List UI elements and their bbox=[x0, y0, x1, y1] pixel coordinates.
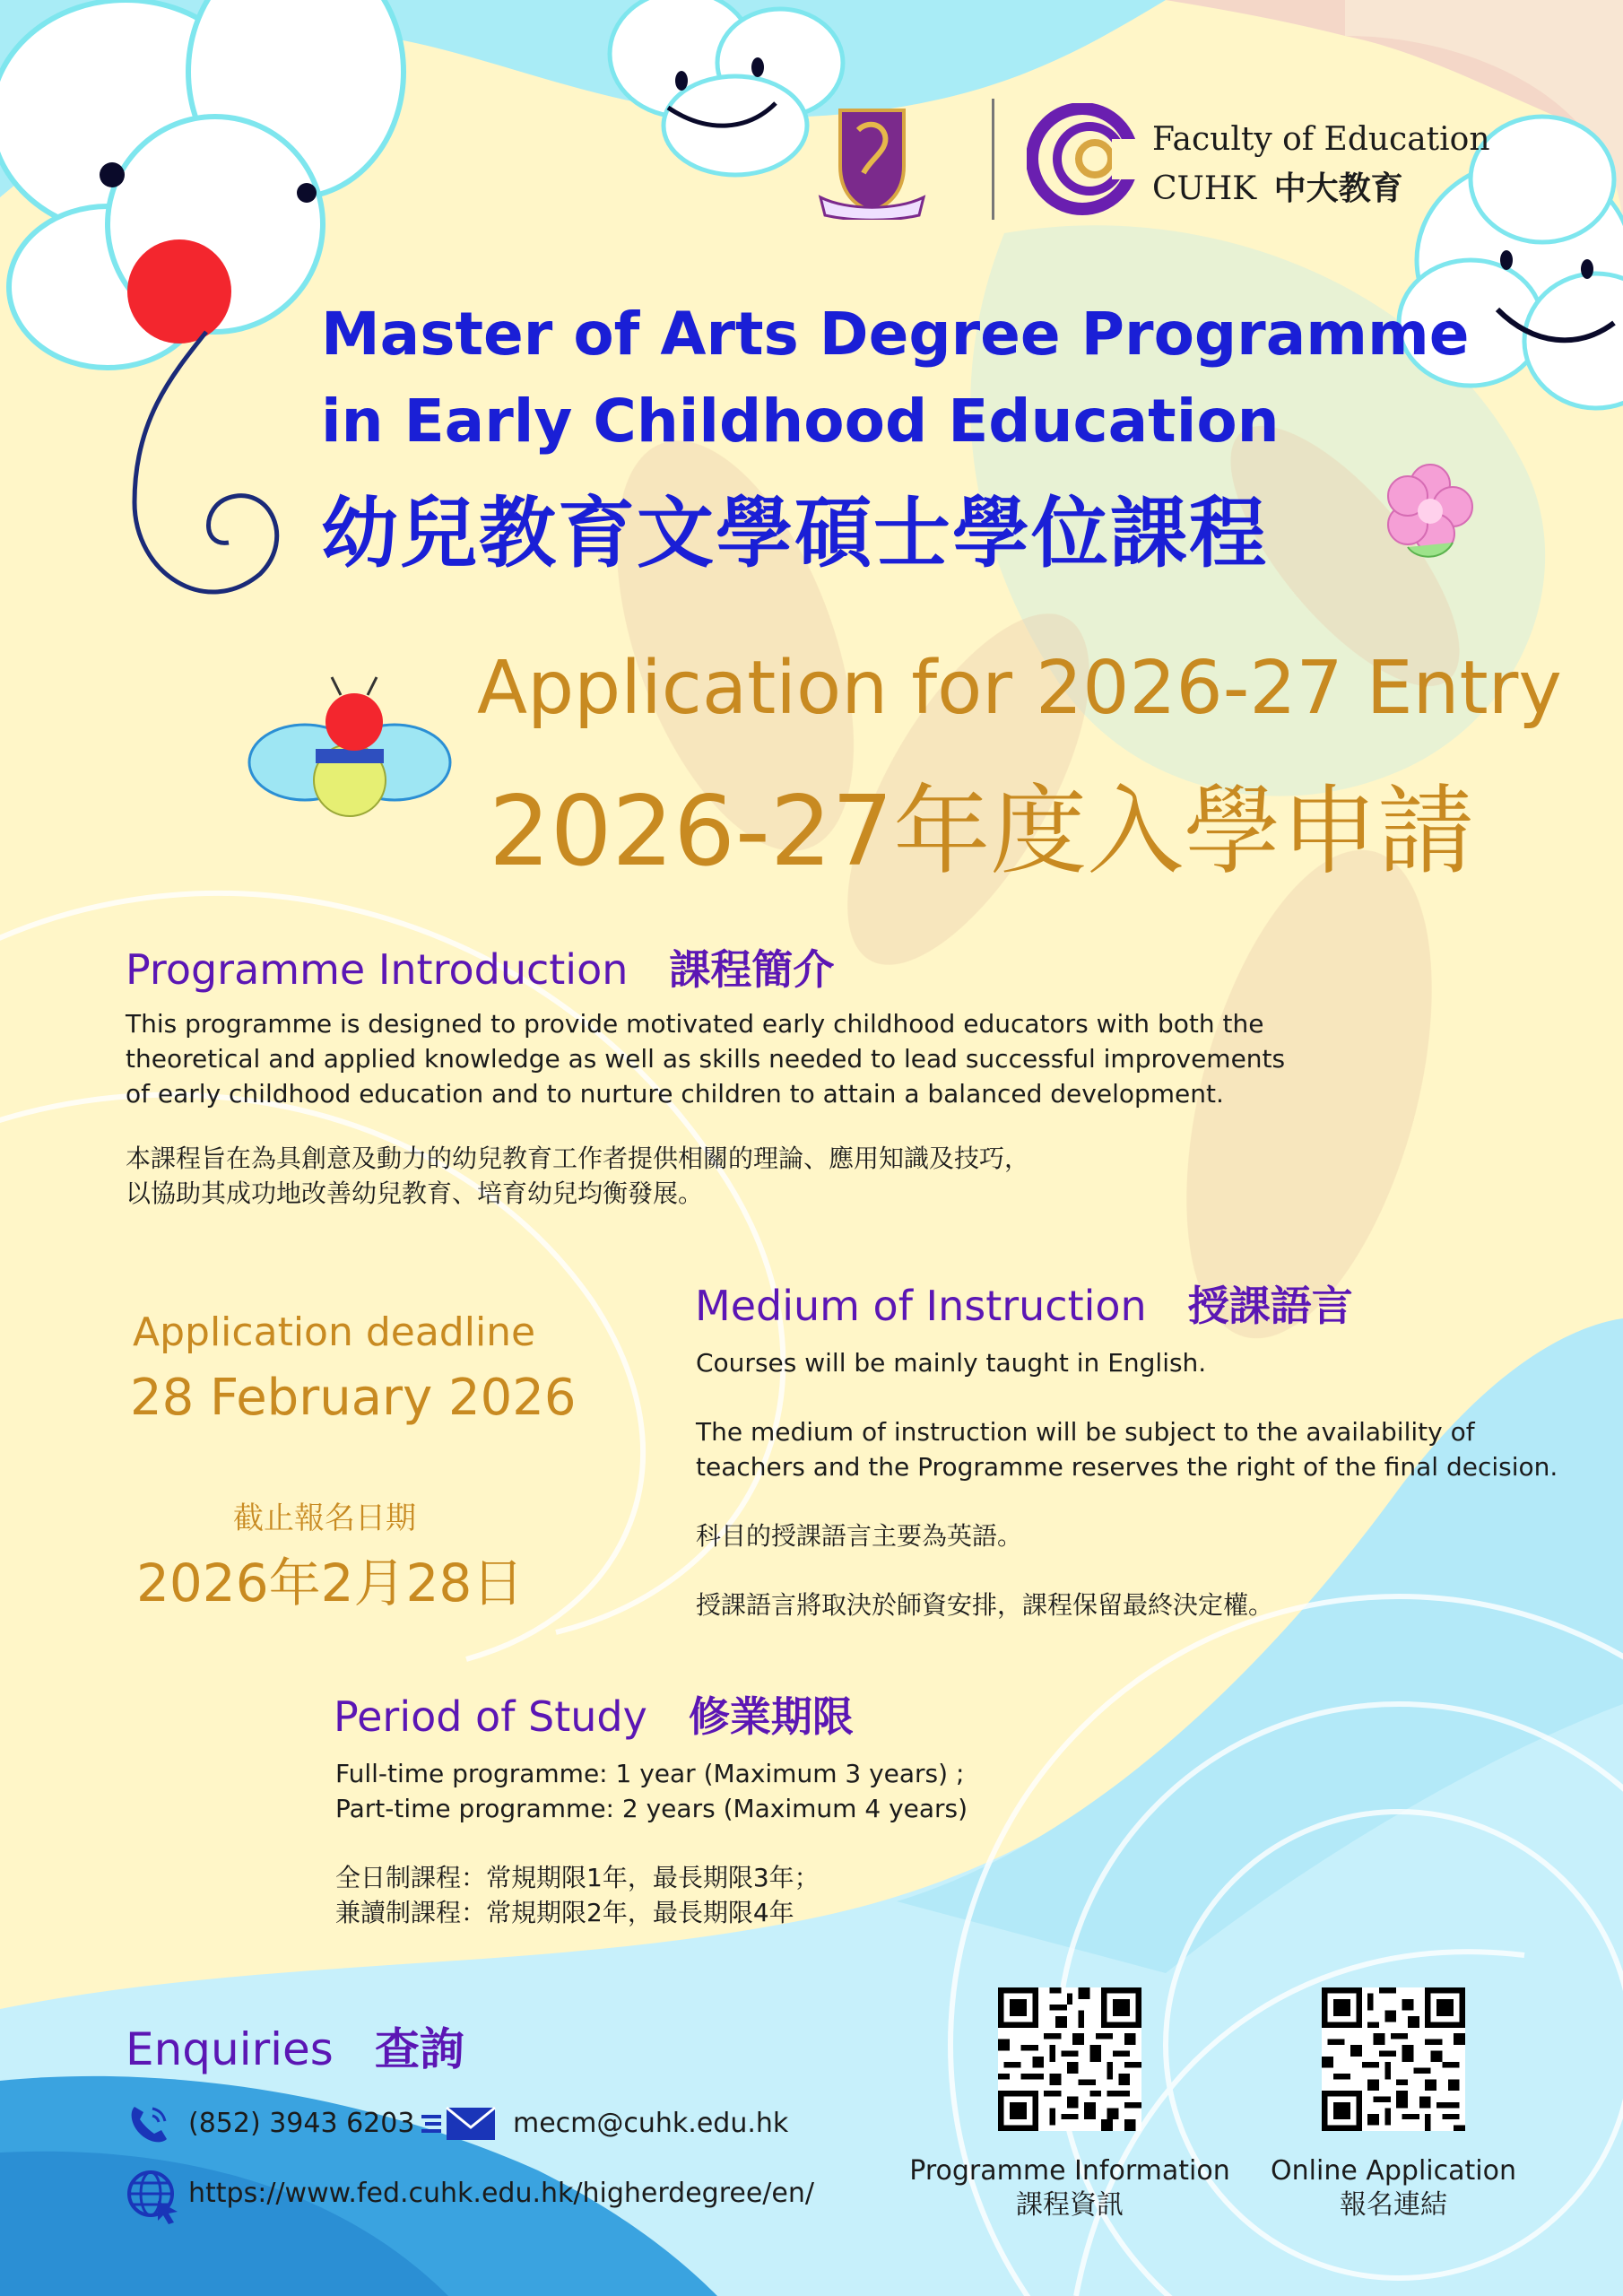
email-icon bbox=[421, 2104, 498, 2144]
medium-p2-line: teachers and the Programme reserves the right of the final decision. bbox=[696, 1452, 1558, 1482]
title-line-1: Master of Arts Degree Programme bbox=[321, 300, 1470, 369]
logo-divider bbox=[992, 99, 994, 220]
period-heading-zh: 修業期限 bbox=[688, 1692, 854, 1741]
medium-heading-zh: 授課語言 bbox=[1187, 1282, 1353, 1330]
period-zh-line: 兼讀制課程：常規期限2年，最長期限4年 bbox=[335, 1898, 794, 1927]
faculty-logo bbox=[1027, 99, 1493, 224]
entry-title-zh: 2026-27年度入學申請 bbox=[489, 776, 1475, 888]
website-link[interactable]: https://www.fed.cuhk.edu.hk/higherdegree/en/ bbox=[188, 2178, 814, 2209]
faculty-cuhk: CUHK bbox=[1152, 170, 1257, 207]
qr-code-online-application[interactable] bbox=[1322, 1987, 1465, 2131]
enquiries-heading-zh: 查詢 bbox=[374, 2023, 464, 2075]
qr-code-programme-info[interactable] bbox=[998, 1987, 1141, 2131]
intro-text-zh bbox=[126, 1141, 1291, 1211]
globe-icon bbox=[126, 2169, 181, 2224]
qr-label-online-application-en: Online Application bbox=[1271, 2155, 1516, 2187]
qr-label-programme-info-en: Programme Information bbox=[909, 2155, 1230, 2187]
intro-en-line: This programme is designed to provide motivated early childhood educators with both the bbox=[126, 1009, 1264, 1039]
medium-p1: Courses will be mainly taught in English. bbox=[696, 1348, 1207, 1378]
medium-p4: 授課語言將取決於師資安排，課程保留最終決定權。 bbox=[696, 1590, 1274, 1620]
deadline-date-en: 28 February 2026 bbox=[130, 1369, 577, 1427]
intro-heading-en: Programme Introduction bbox=[126, 945, 629, 994]
deadline-date-zh: 2026年2月28日 bbox=[136, 1552, 525, 1613]
faculty-name-zh: 中大教育 bbox=[1273, 170, 1403, 207]
intro-text-en bbox=[126, 1006, 1291, 1111]
phone-icon bbox=[126, 2101, 172, 2148]
medium-heading-en: Medium of Instruction bbox=[695, 1282, 1147, 1330]
medium-heading bbox=[695, 1274, 1353, 1333]
enquiries-heading-en: Enquiries bbox=[126, 2023, 334, 2075]
intro-zh-line: 本課程旨在為具創意及動力的幼兒教育工作者提供相關的理論、應用知識及技巧， bbox=[126, 1144, 1030, 1173]
title-line-2: in Early Childhood Education bbox=[321, 387, 1280, 456]
faculty-name-en: Faculty of Education bbox=[1152, 121, 1490, 158]
period-heading bbox=[334, 1684, 854, 1744]
medium-text bbox=[696, 1345, 1593, 1622]
enquiries-heading bbox=[126, 2013, 464, 2078]
deadline-label-zh: 截止報名日期 bbox=[233, 1500, 416, 1536]
qr-label-programme-info bbox=[908, 2154, 1231, 2222]
medium-p2-line: The medium of instruction will be subject to the availability of bbox=[696, 1417, 1475, 1447]
medium-p3: 科目的授課語言主要為英語。 bbox=[696, 1521, 1023, 1551]
intro-en-line: of early childhood education and to nurture children to attain a balanced development. bbox=[126, 1079, 1224, 1109]
qr-label-online-application bbox=[1232, 2154, 1555, 2222]
qr-label-programme-info-zh: 課程資訊 bbox=[1016, 2189, 1124, 2221]
entry-title-en: Application for 2026-27 Entry bbox=[477, 646, 1562, 731]
qr-label-online-application-zh: 報名連結 bbox=[1340, 2189, 1447, 2221]
period-en-line: Part-time programme: 2 years (Maximum 4 years) bbox=[335, 1794, 968, 1823]
intro-heading-zh: 課程簡介 bbox=[669, 945, 835, 994]
email-address[interactable]: mecm@cuhk.edu.hk bbox=[513, 2108, 789, 2139]
intro-en-line: theoretical and applied knowledge as well as skills needed to lead successful improvements bbox=[126, 1044, 1286, 1074]
cuhk-crest-logo bbox=[812, 103, 933, 220]
faculty-logo-mark bbox=[1027, 103, 1139, 215]
intro-zh-line: 以協助其成功地改善幼兒教育、培育幼兒均衡發展。 bbox=[126, 1178, 704, 1208]
period-heading-en: Period of Study bbox=[334, 1692, 647, 1741]
title-zh: 幼兒教育文學碩士學位課程 bbox=[321, 489, 1268, 578]
period-en-line: Full-time programme: 1 year (Maximum 3 years) ; bbox=[335, 1759, 965, 1788]
period-zh-line: 全日制課程：常規期限1年，最長期限3年； bbox=[335, 1863, 820, 1892]
faculty-cuhk-label bbox=[1152, 163, 1403, 209]
period-text bbox=[335, 1756, 1053, 1930]
intro-heading bbox=[126, 937, 834, 996]
deadline-label-en: Application deadline bbox=[133, 1309, 536, 1355]
phone-number[interactable]: (852) 3943 6203 bbox=[188, 2108, 415, 2139]
